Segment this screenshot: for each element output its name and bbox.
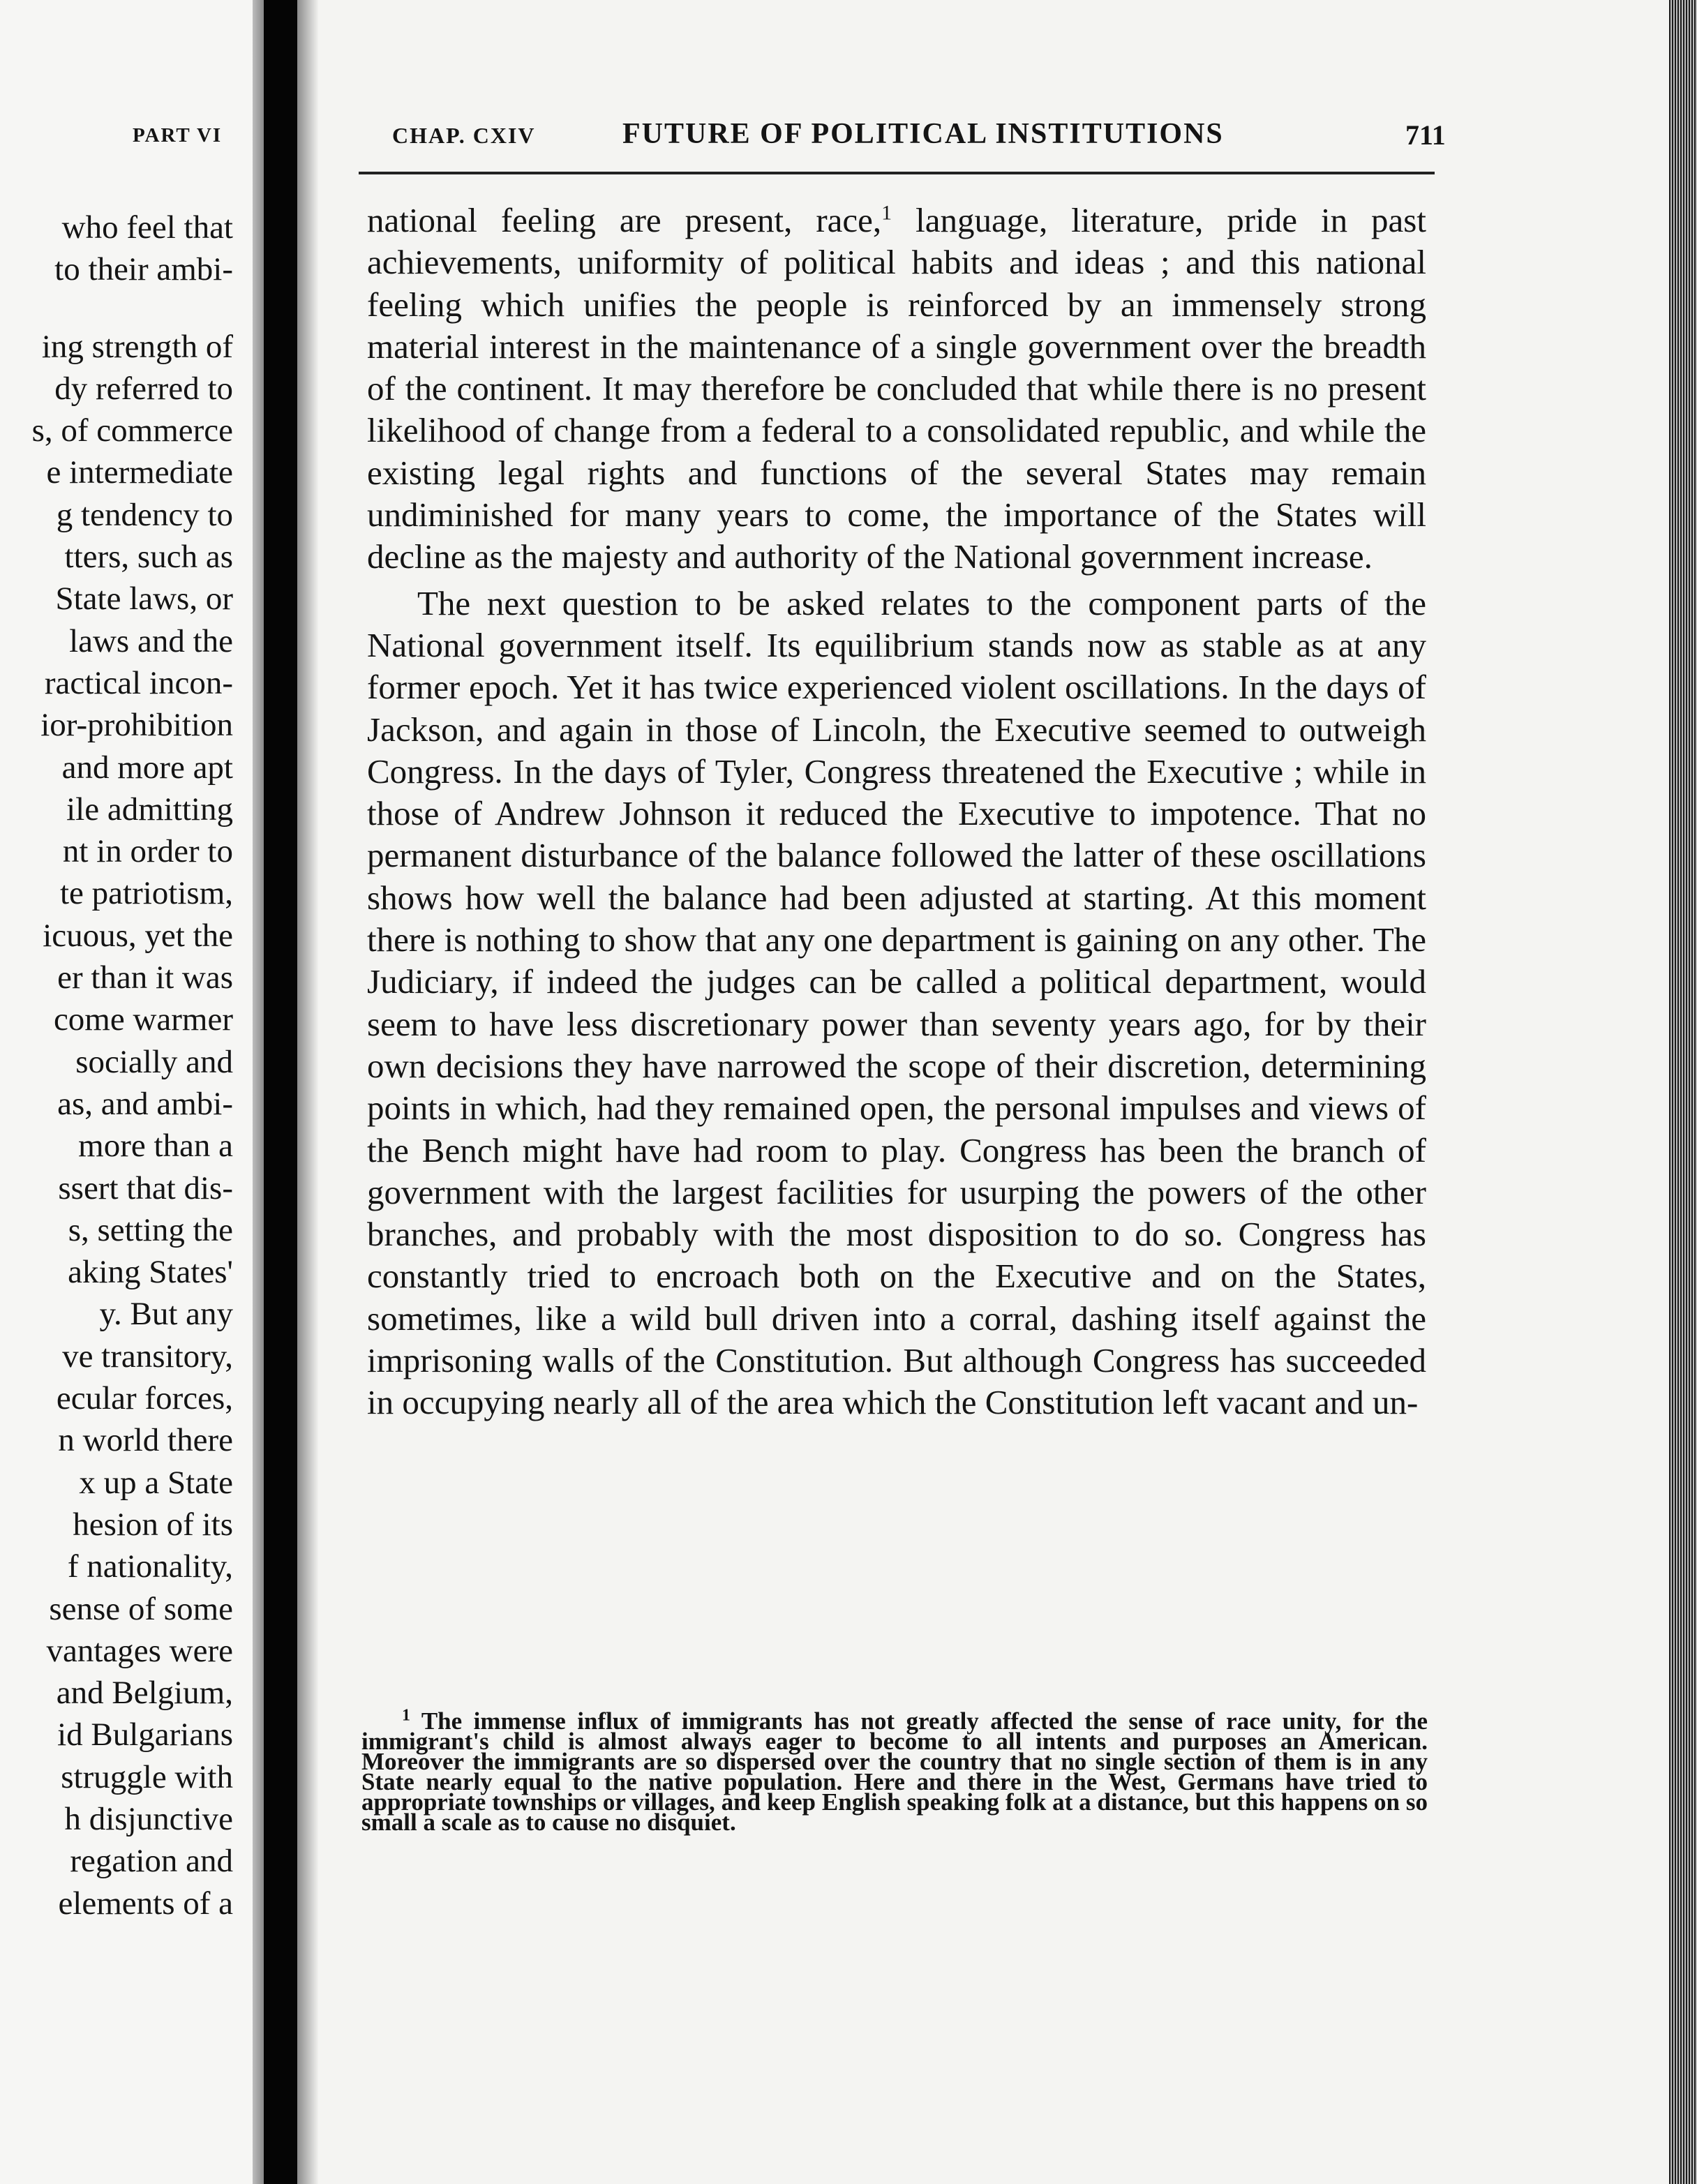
left-page-line: aking States' bbox=[68, 1254, 233, 1291]
left-page-line: er than it was bbox=[57, 959, 233, 996]
running-head bbox=[377, 117, 1451, 159]
gutter-shadow bbox=[297, 0, 318, 2184]
left-page-line: and Belgium, bbox=[56, 1675, 233, 1712]
left-page-line: ior-prohibition bbox=[40, 707, 233, 744]
left-page-line: s, of commerce bbox=[31, 412, 233, 449]
left-page-line: ing strength of bbox=[41, 328, 233, 365]
left-page-line: icuous, yet the bbox=[43, 917, 233, 954]
left-page-line: as, and ambi- bbox=[57, 1085, 233, 1122]
left-page-line: f nationality, bbox=[67, 1548, 233, 1585]
left-page-line: vantages were bbox=[46, 1632, 233, 1669]
left-page-line: laws and the bbox=[69, 622, 233, 659]
left-page-line: and more apt bbox=[61, 749, 233, 786]
previous-page-fragment bbox=[0, 0, 253, 2184]
left-page-line: more than a bbox=[78, 1128, 233, 1165]
chapter-label: CHAP. CXIV bbox=[392, 123, 536, 148]
body-text bbox=[367, 200, 1426, 1424]
footnote-reference: 1 bbox=[881, 201, 892, 225]
left-page-line: id Bulgarians bbox=[57, 1716, 233, 1753]
left-page-line: s, setting the bbox=[68, 1211, 233, 1248]
left-page-line: State laws, or bbox=[55, 581, 233, 618]
footnote-marker: 1 bbox=[402, 1706, 410, 1725]
left-page-line: ssert that dis- bbox=[58, 1169, 233, 1206]
left-page-line: h disjunctive bbox=[64, 1800, 233, 1837]
left-page-line: elements of a bbox=[58, 1885, 233, 1922]
book-gutter bbox=[264, 0, 297, 2184]
left-page-line: hesion of its bbox=[73, 1506, 233, 1543]
footnote-text: The immense influx of immigrants has not greatly affected the sense of race unity, for the immigrant's child is almost always eager to become to all intents and purposes an American. Moreover the immigrants are so dispersed over the country that no single section of them is in any State nearly equal to the native population. Here and there in the West, Germans have tried to appropriate townships or villages, and keep English speaking folk at a distance, but this happens on so small a scale as to cause no disquiet. bbox=[361, 1707, 1428, 1836]
left-running-head: PART VI bbox=[133, 124, 223, 147]
page-stack-edge bbox=[1669, 0, 1697, 2184]
left-page-line: ractical incon- bbox=[44, 664, 233, 701]
left-page-line: y. But any bbox=[99, 1296, 233, 1333]
left-page-line: socially and bbox=[75, 1043, 233, 1080]
left-page-line: regation and bbox=[70, 1843, 233, 1880]
left-page-line: who feel that bbox=[61, 209, 233, 246]
left-page-line: to their ambi- bbox=[54, 251, 233, 288]
left-page-edge bbox=[253, 0, 264, 2184]
page-number: 711 bbox=[1405, 119, 1446, 151]
footnote bbox=[361, 1706, 1428, 1836]
left-page-line: e intermediate bbox=[46, 454, 233, 491]
paragraph-1-start: national feeling are present, race, bbox=[367, 201, 882, 239]
left-page-line: ecular forces, bbox=[56, 1380, 233, 1417]
left-page-line: ve transitory, bbox=[62, 1338, 233, 1375]
left-page-line: tters, such as bbox=[64, 539, 233, 576]
paragraph-1 bbox=[367, 200, 1426, 578]
header-rule bbox=[359, 172, 1435, 174]
left-page-line: g tendency to bbox=[56, 496, 233, 533]
left-page-line: sense of some bbox=[49, 1590, 233, 1627]
left-page-line: come warmer bbox=[53, 1001, 233, 1038]
chapter-title: FUTURE OF POLITICAL INSTITUTIONS bbox=[622, 118, 1224, 150]
left-page-line: nt in order to bbox=[62, 833, 233, 870]
left-page-line: x up a State bbox=[79, 1464, 233, 1501]
left-page-line: dy referred to bbox=[54, 370, 233, 407]
left-page-text bbox=[32, 207, 233, 1924]
paragraph-2: The next question to be asked relates to the component parts of the National government itself. Its equilibrium stands now as stable as at any former epoch. Yet it has twice experienced violent oscillations. In the days of Jackson, and again in those of Lincoln, the Executive seemed to outweigh Congress. In the days of Tyler, Congress threatened the Executive ; while in those of Andrew Johnson it reduced the Executive to impotence. That no permanent disturbance of the balance followed the latter of these oscillations shows how well the balance had been adjusted at starting. At this moment there is nothing to show that any one department is gaining on any other. The Judiciary, if indeed the judges can be called a political department, would seem to have less discretionary power than seventy years ago, for by their own decisions they have narrowed the scope of their discretion, determining points in which, had they remained open, the personal impulses and views of the Bench might have had room to play. Congress has been the branch of government with the largest facilities for usurping the powers of the other branches, and probably with the most disposition to do so. Congress has constantly tried to encroach both on the Executive and on the States, sometimes, like a wild bull driven into a corral, dashing itself against the imprisoning walls of the Constitution. But although Congress has succeeded in occupying nearly all of the area which the Constitution left vacant and un- bbox=[367, 583, 1426, 1422]
paragraph-1-rest: language, literature, pride in past achievements, uniformity of political habits and ideas ; and this national feeling which unifies the people is reinforced by an immensely strong material interest in the maintenance of a single government over the breadth of the continent. It may therefore be concluded that while there is no present likelihood of change from a federal to a consolidated republic, and while the existing legal rights and functions of the several States may remain undiminished for many years to come, the importance of the States will decline as the majesty and authority of the National government increase. bbox=[367, 201, 1426, 576]
left-page-line: n world there bbox=[58, 1422, 233, 1459]
left-page-line: te patriotism, bbox=[59, 875, 233, 912]
left-page-line: ile admitting bbox=[66, 791, 233, 828]
left-page-line: struggle with bbox=[61, 1758, 233, 1795]
